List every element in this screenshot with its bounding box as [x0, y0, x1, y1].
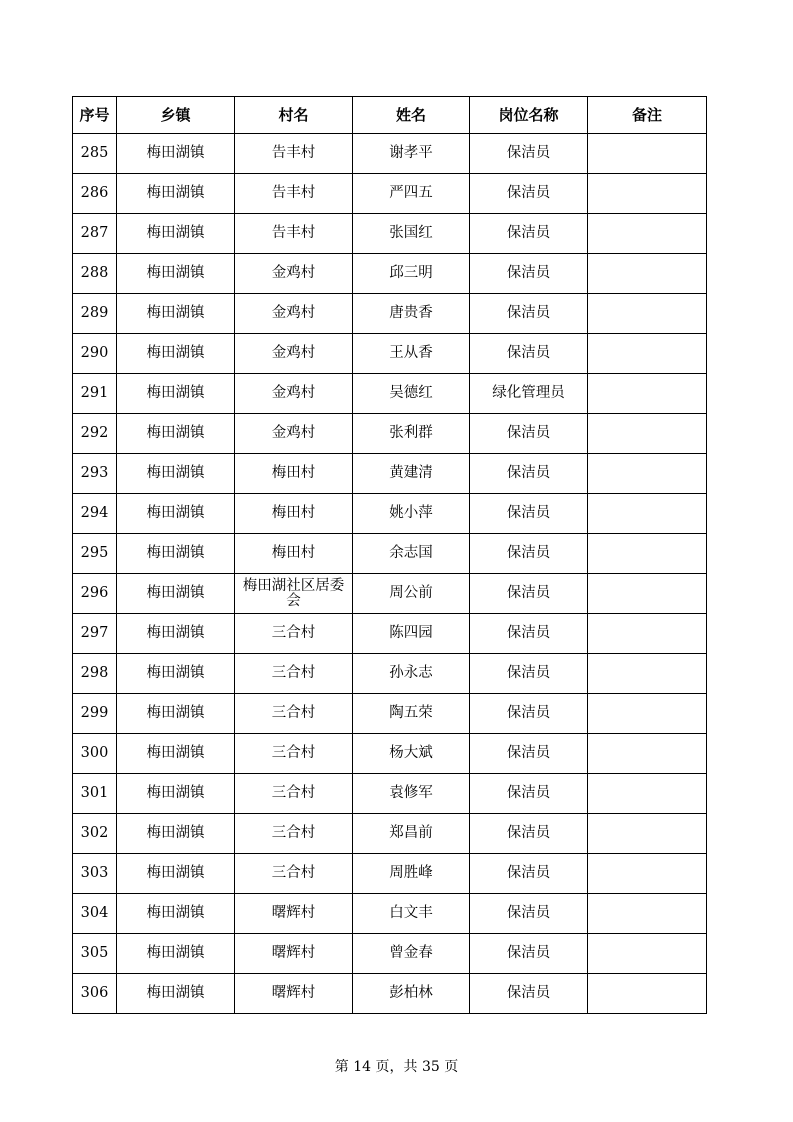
- cell-remarks: [588, 534, 707, 574]
- cell-village: 三合村: [235, 774, 353, 814]
- cell-township: 梅田湖镇: [117, 854, 235, 894]
- cell-township: 梅田湖镇: [117, 694, 235, 734]
- cell-remarks: [588, 894, 707, 934]
- table-header-row: [73, 97, 707, 134]
- cell-index: 299: [73, 694, 117, 734]
- cell-township: 梅田湖镇: [117, 574, 235, 614]
- table-body: [73, 134, 707, 1014]
- cell-position: 绿化管理员: [470, 374, 588, 414]
- cell-position: 保洁员: [470, 254, 588, 294]
- header-village: 村名: [235, 97, 353, 134]
- cell-remarks: [588, 654, 707, 694]
- header-name: 姓名: [353, 97, 470, 134]
- table-row: [73, 694, 707, 734]
- cell-name: 王从香: [353, 334, 470, 374]
- cell-remarks: [588, 774, 707, 814]
- cell-index: 303: [73, 854, 117, 894]
- cell-position: 保洁员: [470, 694, 588, 734]
- roster-table: [72, 96, 707, 1014]
- header-remarks: 备注: [588, 97, 707, 134]
- cell-name: 黄建清: [353, 454, 470, 494]
- cell-index: 293: [73, 454, 117, 494]
- cell-index: 295: [73, 534, 117, 574]
- cell-name: 余志国: [353, 534, 470, 574]
- table-row: [73, 574, 707, 614]
- table-row: [73, 454, 707, 494]
- table-row: [73, 894, 707, 934]
- cell-remarks: [588, 934, 707, 974]
- cell-remarks: [588, 174, 707, 214]
- cell-village: 金鸡村: [235, 254, 353, 294]
- cell-village: 梅田村: [235, 534, 353, 574]
- cell-name: 陈四园: [353, 614, 470, 654]
- cell-position: 保洁员: [470, 494, 588, 534]
- table-row: [73, 734, 707, 774]
- cell-index: 297: [73, 614, 117, 654]
- cell-village: 曙辉村: [235, 934, 353, 974]
- cell-index: 286: [73, 174, 117, 214]
- cell-position: 保洁员: [470, 334, 588, 374]
- cell-name: 张国红: [353, 214, 470, 254]
- cell-position: 保洁员: [470, 974, 588, 1014]
- cell-township: 梅田湖镇: [117, 414, 235, 454]
- cell-position: 保洁员: [470, 854, 588, 894]
- cell-township: 梅田湖镇: [117, 454, 235, 494]
- cell-position: 保洁员: [470, 654, 588, 694]
- cell-village: 三合村: [235, 814, 353, 854]
- cell-township: 梅田湖镇: [117, 174, 235, 214]
- cell-village: 三合村: [235, 694, 353, 734]
- cell-name: 周胜峰: [353, 854, 470, 894]
- table-row: [73, 174, 707, 214]
- cell-name: 谢孝平: [353, 134, 470, 174]
- cell-position: 保洁员: [470, 454, 588, 494]
- cell-township: 梅田湖镇: [117, 294, 235, 334]
- table-row: [73, 814, 707, 854]
- cell-remarks: [588, 494, 707, 534]
- cell-position: 保洁员: [470, 134, 588, 174]
- cell-position: 保洁员: [470, 734, 588, 774]
- cell-index: 287: [73, 214, 117, 254]
- cell-position: 保洁员: [470, 414, 588, 454]
- cell-township: 梅田湖镇: [117, 654, 235, 694]
- cell-name: 严四五: [353, 174, 470, 214]
- cell-name: 邱三明: [353, 254, 470, 294]
- cell-remarks: [588, 974, 707, 1014]
- cell-position: 保洁员: [470, 934, 588, 974]
- cell-village: 金鸡村: [235, 334, 353, 374]
- cell-position: 保洁员: [470, 294, 588, 334]
- cell-remarks: [588, 334, 707, 374]
- table-row: [73, 134, 707, 174]
- cell-village: 告丰村: [235, 134, 353, 174]
- cell-index: 294: [73, 494, 117, 534]
- cell-village: 曙辉村: [235, 894, 353, 934]
- cell-village: 梅田湖社区居委会: [235, 574, 353, 614]
- cell-position: 保洁员: [470, 174, 588, 214]
- table-row: [73, 334, 707, 374]
- cell-position: 保洁员: [470, 774, 588, 814]
- cell-index: 292: [73, 414, 117, 454]
- cell-name: 郑昌前: [353, 814, 470, 854]
- cell-remarks: [588, 854, 707, 894]
- cell-index: 288: [73, 254, 117, 294]
- table-row: [73, 214, 707, 254]
- cell-township: 梅田湖镇: [117, 134, 235, 174]
- cell-remarks: [588, 734, 707, 774]
- cell-index: 300: [73, 734, 117, 774]
- table-row: [73, 534, 707, 574]
- cell-name: 袁修军: [353, 774, 470, 814]
- cell-position: 保洁员: [470, 614, 588, 654]
- cell-township: 梅田湖镇: [117, 734, 235, 774]
- cell-remarks: [588, 814, 707, 854]
- cell-village: 三合村: [235, 654, 353, 694]
- cell-township: 梅田湖镇: [117, 494, 235, 534]
- table-row: [73, 414, 707, 454]
- cell-index: 285: [73, 134, 117, 174]
- cell-village: 金鸡村: [235, 294, 353, 334]
- page-footer: 第 14 页，共 35 页: [334, 1059, 459, 1075]
- cell-remarks: [588, 454, 707, 494]
- cell-position: 保洁员: [470, 574, 588, 614]
- cell-name: 白文丰: [353, 894, 470, 934]
- cell-remarks: [588, 214, 707, 254]
- cell-village: 告丰村: [235, 214, 353, 254]
- cell-remarks: [588, 254, 707, 294]
- cell-village: 三合村: [235, 854, 353, 894]
- table-row: [73, 294, 707, 334]
- table-row: [73, 774, 707, 814]
- cell-village: 金鸡村: [235, 414, 353, 454]
- table-row: [73, 494, 707, 534]
- cell-remarks: [588, 374, 707, 414]
- cell-township: 梅田湖镇: [117, 934, 235, 974]
- cell-remarks: [588, 614, 707, 654]
- cell-village: 告丰村: [235, 174, 353, 214]
- cell-remarks: [588, 574, 707, 614]
- cell-name: 姚小萍: [353, 494, 470, 534]
- cell-index: 291: [73, 374, 117, 414]
- cell-township: 梅田湖镇: [117, 214, 235, 254]
- cell-position: 保洁员: [470, 534, 588, 574]
- cell-name: 张利群: [353, 414, 470, 454]
- cell-township: 梅田湖镇: [117, 534, 235, 574]
- cell-index: 290: [73, 334, 117, 374]
- cell-position: 保洁员: [470, 894, 588, 934]
- cell-township: 梅田湖镇: [117, 814, 235, 854]
- cell-index: 289: [73, 294, 117, 334]
- cell-name: 唐贵香: [353, 294, 470, 334]
- cell-index: 298: [73, 654, 117, 694]
- cell-position: 保洁员: [470, 814, 588, 854]
- cell-township: 梅田湖镇: [117, 974, 235, 1014]
- cell-remarks: [588, 414, 707, 454]
- cell-township: 梅田湖镇: [117, 334, 235, 374]
- cell-village: 梅田村: [235, 454, 353, 494]
- table-row: [73, 374, 707, 414]
- cell-index: 304: [73, 894, 117, 934]
- cell-remarks: [588, 694, 707, 734]
- table-row: [73, 654, 707, 694]
- cell-township: 梅田湖镇: [117, 894, 235, 934]
- table-row: [73, 254, 707, 294]
- cell-township: 梅田湖镇: [117, 614, 235, 654]
- table-row: [73, 614, 707, 654]
- cell-village: 曙辉村: [235, 974, 353, 1014]
- cell-remarks: [588, 294, 707, 334]
- cell-index: 305: [73, 934, 117, 974]
- cell-township: 梅田湖镇: [117, 374, 235, 414]
- header-index: 序号: [73, 97, 117, 134]
- cell-village: 梅田村: [235, 494, 353, 534]
- cell-village: 金鸡村: [235, 374, 353, 414]
- cell-index: 301: [73, 774, 117, 814]
- cell-village: 三合村: [235, 614, 353, 654]
- roster-table-container: [72, 96, 706, 1014]
- cell-index: 296: [73, 574, 117, 614]
- table-row: [73, 934, 707, 974]
- cell-index: 306: [73, 974, 117, 1014]
- cell-name: 周公前: [353, 574, 470, 614]
- cell-name: 陶五荣: [353, 694, 470, 734]
- cell-township: 梅田湖镇: [117, 774, 235, 814]
- cell-position: 保洁员: [470, 214, 588, 254]
- cell-name: 曾金春: [353, 934, 470, 974]
- table-row: [73, 854, 707, 894]
- cell-name: 彭柏林: [353, 974, 470, 1014]
- cell-index: 302: [73, 814, 117, 854]
- cell-name: 孙永志: [353, 654, 470, 694]
- table-row: [73, 974, 707, 1014]
- cell-name: 吴德红: [353, 374, 470, 414]
- cell-remarks: [588, 134, 707, 174]
- cell-name: 杨大斌: [353, 734, 470, 774]
- cell-village: 三合村: [235, 734, 353, 774]
- cell-township: 梅田湖镇: [117, 254, 235, 294]
- header-position: 岗位名称: [470, 97, 588, 134]
- header-township: 乡镇: [117, 97, 235, 134]
